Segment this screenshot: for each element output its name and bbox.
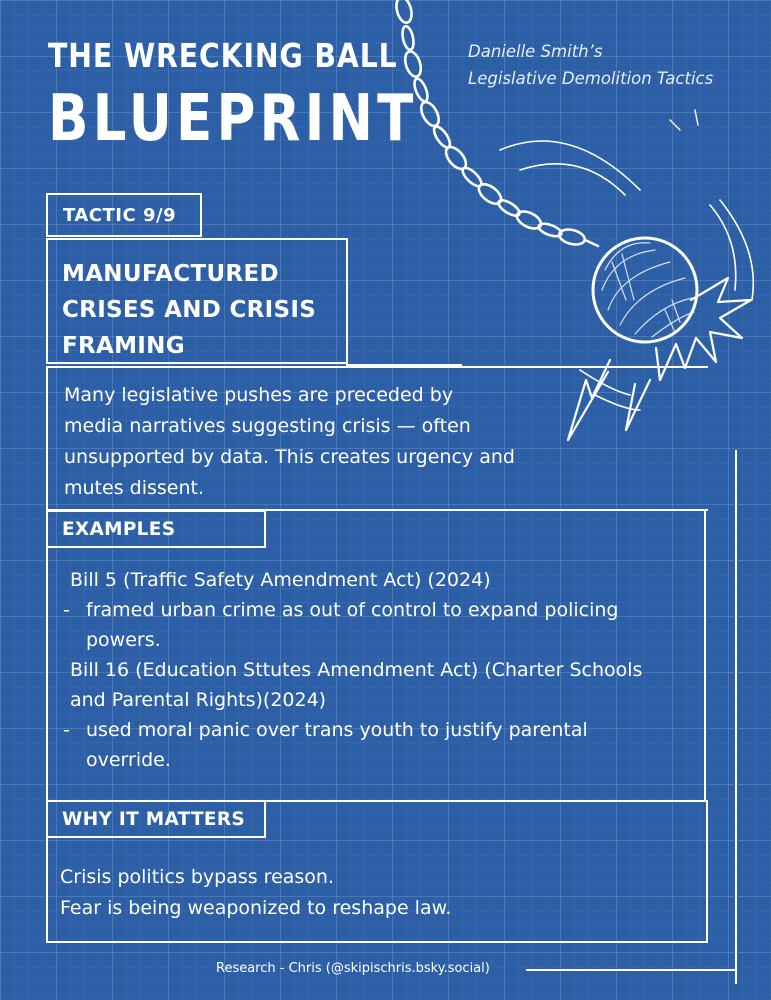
title-line-2: BLUEPRINT — [48, 82, 418, 156]
desc-line-3: unsupported by data. This creates urgency and — [64, 446, 515, 468]
why-it-matters-text — [60, 862, 451, 924]
example-1-detail-line-2: powers. — [86, 629, 161, 651]
subtitle-line-1: Danielle Smith’s — [468, 42, 603, 61]
example-1-bullet: - — [63, 599, 70, 621]
why-line-1: Crisis politics bypass reason. — [60, 866, 335, 888]
example-1-detail-line-1: framed urban crime as out of control to expand policing — [86, 599, 619, 621]
examples-tag — [46, 510, 266, 548]
examples-label: EXAMPLES — [62, 518, 176, 540]
footer-line — [526, 969, 736, 971]
tactic-heading — [46, 238, 348, 364]
desc-line-2: media narratives suggesting crisis — often — [64, 415, 471, 437]
tactic-heading-line-3: FRAMING — [62, 333, 185, 359]
example-1-title: Bill 5 (Traffic Safety Amendment Act) (2024) — [70, 569, 491, 591]
example-2-title-line-2: and Parental Rights)(2024) — [70, 689, 327, 711]
example-2-bullet: - — [63, 719, 70, 741]
tactic-number-label: TACTIC 9/9 — [63, 204, 177, 226]
example-2-detail-line-1: used moral panic over trans youth to justify parental — [86, 719, 588, 741]
examples-border-right — [704, 510, 706, 802]
title-line-1: THE WRECKING BALL — [48, 36, 398, 75]
frame-right-line — [735, 450, 737, 984]
desc-line-1: Many legislative pushes are preceded by — [64, 384, 454, 406]
subtitle-line-2: Legislative Demolition Tactics — [468, 69, 714, 88]
tactic-heading-line-2: CRISES AND CRISIS — [62, 297, 317, 323]
example-2-title-line-1: Bill 16 (Education Sttutes Amendment Act) (Charter Schools — [70, 659, 643, 681]
why-it-matters-tag — [46, 800, 266, 838]
tactic-description — [46, 366, 708, 511]
research-credit: Research - Chris (@skipischris.bsky.social) — [216, 961, 490, 976]
example-2-detail-line-2: override. — [86, 749, 171, 771]
tactic-number-tag — [46, 193, 202, 237]
desc-line-4: mutes dissent. — [64, 477, 204, 499]
why-it-matters-label: WHY IT MATTERS — [62, 808, 246, 830]
tactic-heading-line-1: MANUFACTURED — [62, 261, 279, 287]
why-line-2: Fear is being weaponized to reshape law. — [60, 897, 452, 919]
